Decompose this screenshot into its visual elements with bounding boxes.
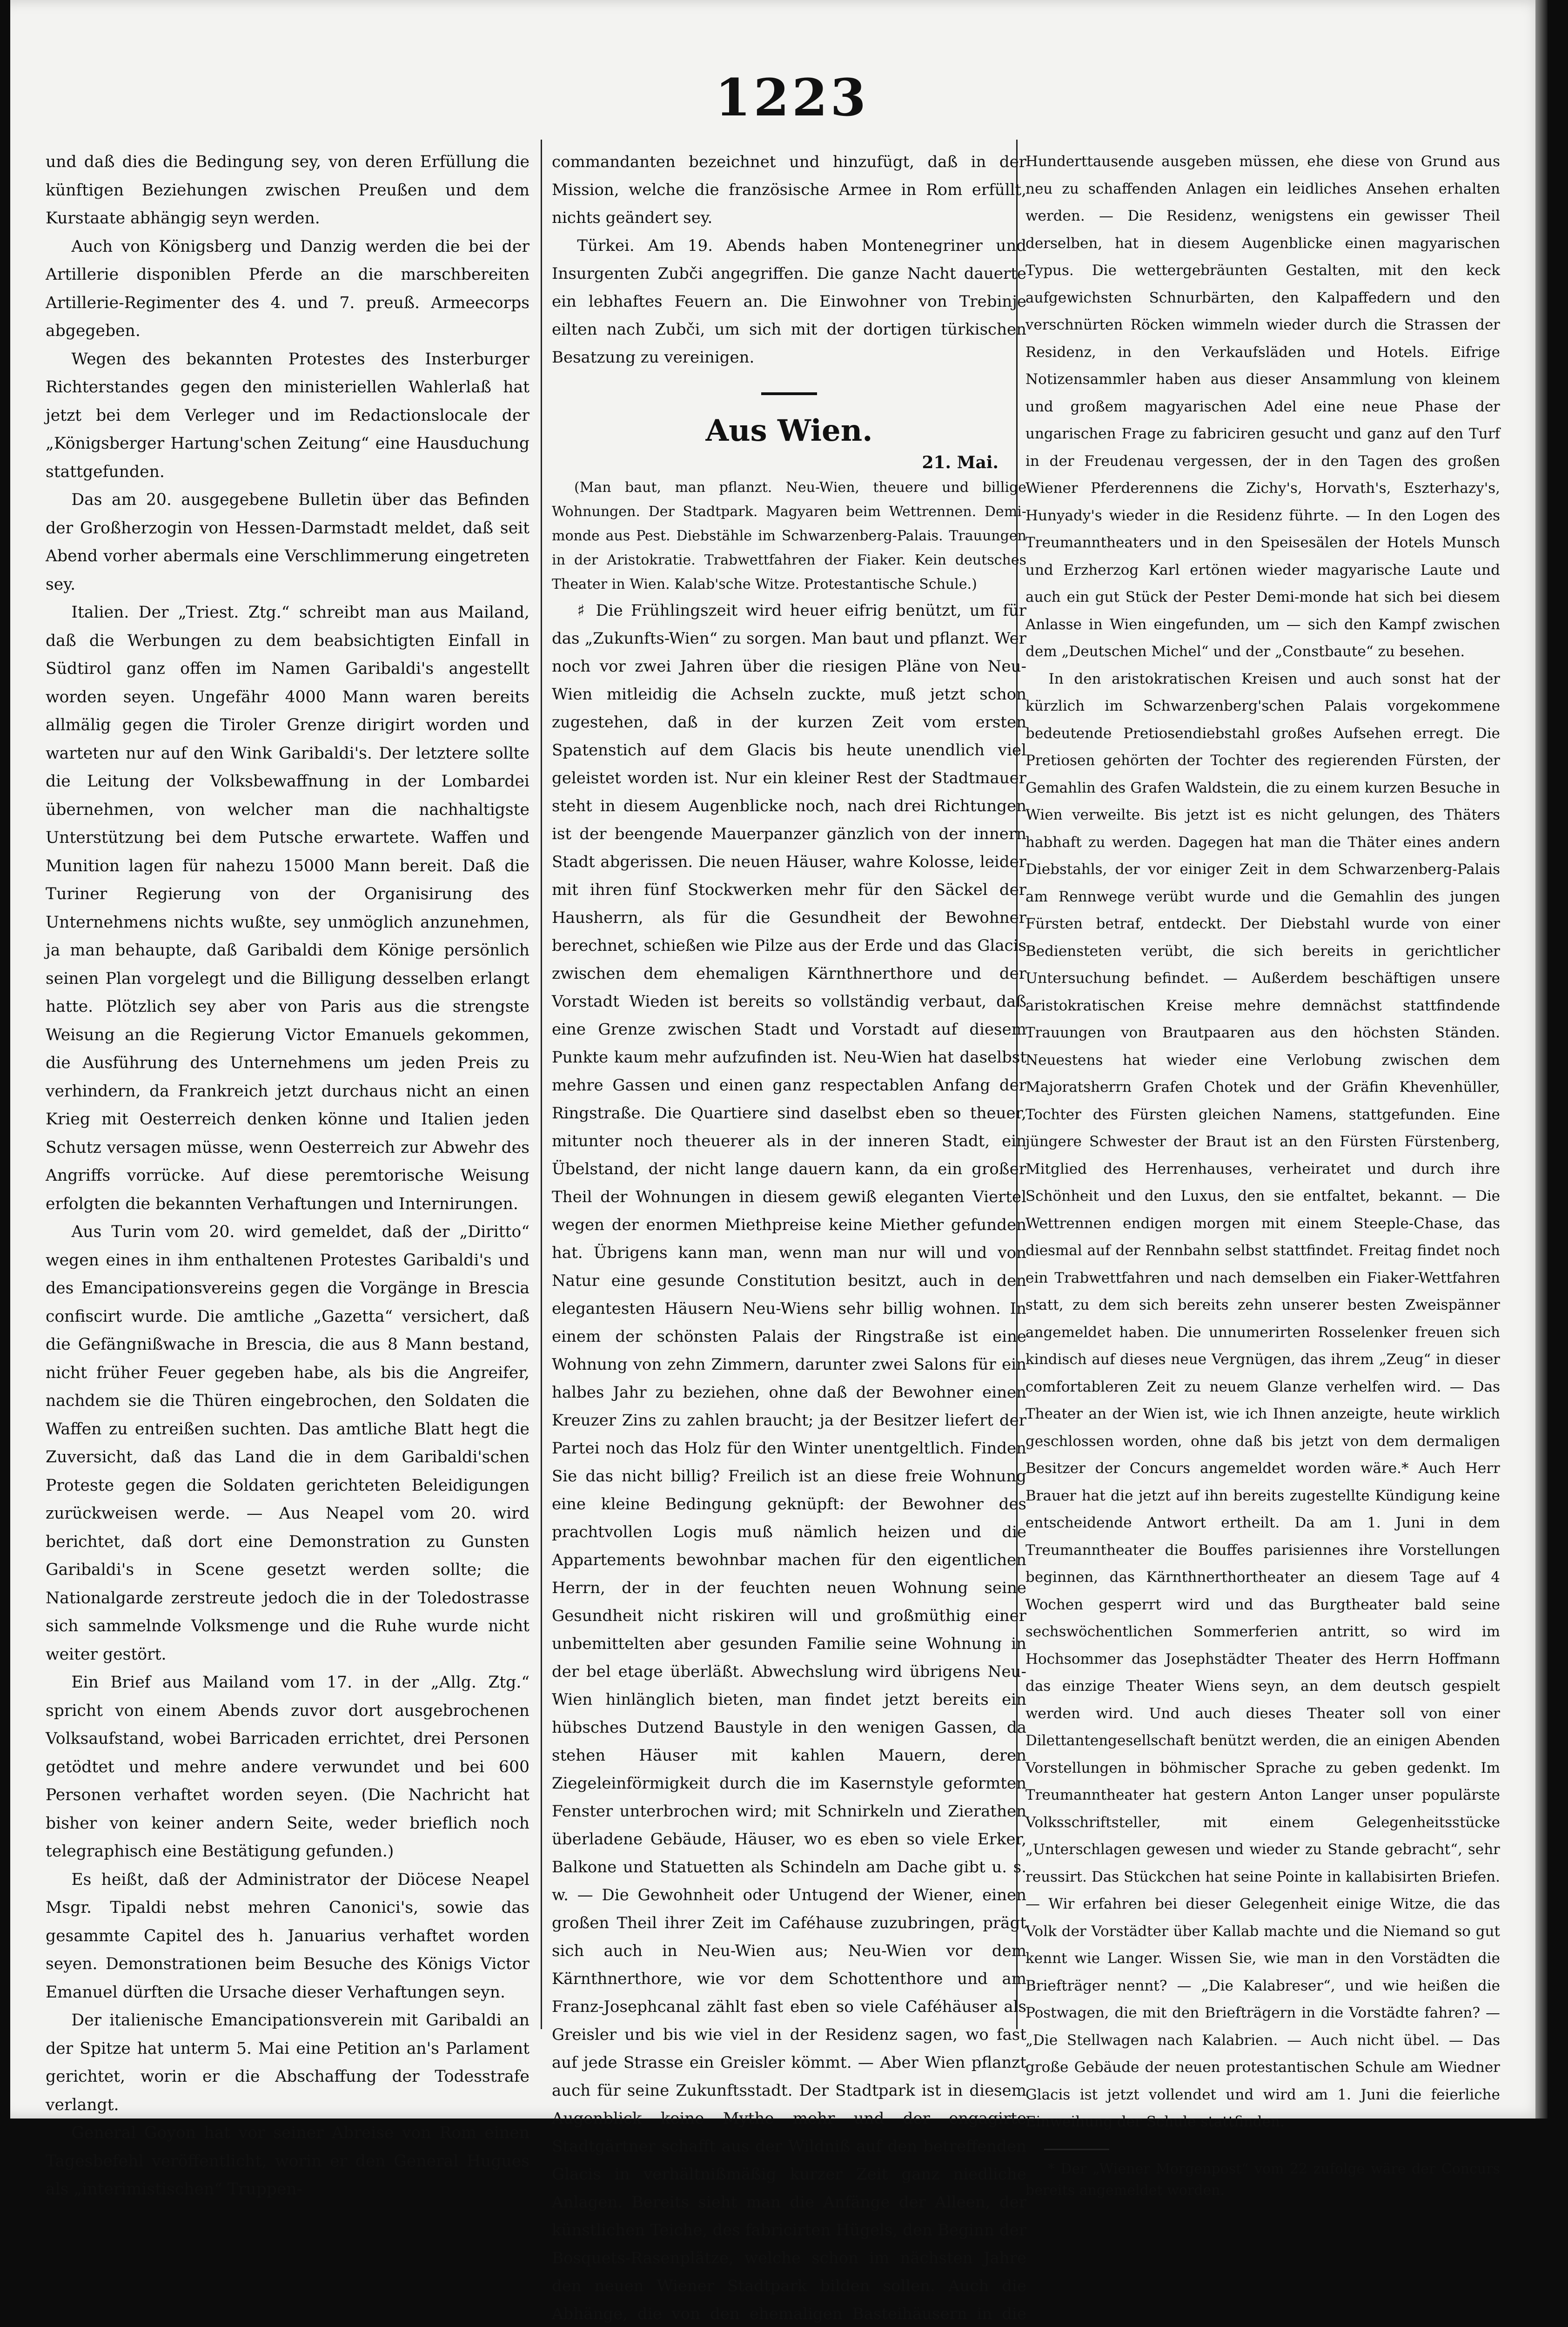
paragraph: In den aristokratischen Kreisen und auch sonst hat der kürzlich im Schwarzenberg'schen Palais vorgekommene bedeutende Pretiosendiebstahl großes Aufsehen erregt. Die Pretiosen gehörten der Tochter des regierenden Fürsten, der Gemahlin des Grafen Waldstein, die zu einem kurzen Besuche in Wien verweilte. Bis jetzt ist es nicht gelungen, des Thäters habhaft zu werden. Dagegen hat man die Thäter eines andern Diebstahls, der vor einiger Zeit in dem Schwarzenberg-Palais am Rennwege verübt wurde und die Gemahlin des jungen Fürsten betraf, entdeckt. Der Diebstahl wurde von einer Bediensteten verübt, die sich bereits in gerichtlicher Untersuchung befindet. — Außerdem beschäftigen unsere aristokratischen Kreise mehre demnächst stattfindende Trauungen von Brautpaaren aus den höchsten Ständen. Neuestens hat wieder eine Verlobung zwischen dem Majoratsherrn Grafen Chotek und der Gräfin Khevenhüller, Tochter des Fürsten gleichen Namens, stattgefunden. Eine jüngere Schwester der Braut ist an den Fürsten Fürstenberg, Mitglied des Herrenhauses, verheiratet und durch ihre Schönheit und den Luxus, den sie entfaltet, bekannt. — Die Wettrennen endigen morgen mit einem Steeple-Chase, das diesmal auf der Rennbahn selbst stattfindet. Freitag findet noch ein Trabwettfahren und nach demselben ein Fiaker-Wettfahren statt, zu dem sich bereits zehn unserer besten Zweispänner angemeldet haben. Die unnumerirten Rosselenker freuen sich kindisch auf dieses neue Vergnügen, das ihrem „Zeug“ in dieser comfortableren Zeit zu neuem Glanze verhelfen wird. — Das Theater an der Wien ist, wie ich Ihnen anzeigte, heute wirklich geschlossen worden, ohne daß bis jetzt von dem dermaligen Besitzer der Concurs angemeldet worden wäre.* Auch Herr Brauer hat die jetzt auf ihn bereits zugestellte Kündigung keine entscheidende Antwort ertheilt. Da am 1. Juni in dem Treumanntheater die Bouffes parisiennes ihre Vorstellungen beginnen, das Kärnthnerthortheater an diesem Tage auf 4 Wochen gesperrt wird und das Burgtheater bald seine sechswöchentlichen Sommerferien antritt, so wird im Hochsommer das Josephstädter Theater des Herrn Hoffmann das einzige Theater Wiens seyn, an dem deutsch gespielt werden wird. Und auch dieses Theater soll von einer Dilettantengesellschaft benützt werden, die an einigen Abenden Vorstellungen in böhmischer Sprache zu geben gedenkt. Im Treumanntheater hat gestern Anton Langer unser populärste Volksschriftsteller, mit einem Gelegenheitsstücke „Unterschlagen gewesen und wieder zu Stande gebracht“, sehr reussirt. Das Stückchen hat seine Pointe in kallabisirten Briefen. — Wir erfahren bei dieser Gelegenheit einige Witze, die das Volk der Vorstädter über Kallab machte und die Niemand so gut kennt wie Langer. Wissen Sie, wie man in den Vorstädten die Briefträger nennt? — „Die Kalabreser“, und wie heißen die Postwagen, die mit den Briefträgern in die Vorstädte fahren? — „Die Stellwagen nach Kalabrien. — Auch nicht übel. — Das große Gebäude der neuen protestantischen Schule am Wiedner Glacis ist jetzt vollendet und wird am 1. Juni die feierliche Einweihung der Schule stattfinden. bbox=[1025, 670, 1500, 2130]
paragraph: Das am 20. ausgegebene Bulletin über das Befinden der Großherzogin von Hessen-Darmstadt meldet, daß seit Abend vorher abermals eine Verschlimmerung eingetreten sey. bbox=[46, 491, 529, 594]
paragraph: Es heißt, daß der Administrator der Diöcese Neapel Msgr. Tipaldi nebst mehren Canonici's, sowie das gesammte Capitel des h. Januarius verhaftet worden seyen. Demonstrationen beim Besuche des Königs Victor Emanuel dürften die Ursache dieser Verhaftungen seyn. bbox=[46, 1870, 529, 2002]
paragraph: Auch von Königsberg und Danzig werden die bei der Artillerie disponiblen Pferde an die marschbereiten Artillerie-Regimenter des 4. und 7. preuß. Armeecorps abgegeben. bbox=[46, 237, 529, 340]
section-summary: (Man baut, man pflanzt. Neu-Wien, theuere und billige Wohnungen. Der Stadtpark. Magyaren beim Wettrennen. Demi-monde aus Pest. Diebstähle im Schwarzenberg-Palais. Trauungen in der Aristokratie. Trabwettfahren der Fiaker. Kein deutsches Theater in Wien. Kalab'sche Witze. Protestantische Schule.) bbox=[552, 479, 1026, 592]
paragraph: und daß dies die Bedingung sey, von deren Erfüllung die künftigen Beziehungen zwischen Preußen und dem Kurstaate abhängig seyn werden. bbox=[46, 153, 529, 228]
column-left bbox=[46, 148, 529, 2199]
section-separator bbox=[552, 379, 1026, 407]
newspaper-page bbox=[10, 0, 1548, 2323]
paragraph: Italien. Der „Triest. Ztg.“ schreibt man aus Mailand, daß die Werbungen zu dem beabsichtigten Einfall in Südtirol ganz offen im Namen Garibaldi's angestellt worden seyen. Ungefähr 4000 Mann waren bereits allmälig gegen die Tiroler Grenze dirigirt worden und warteten nur auf den Wink Garibaldi's. Der letztere sollte die Leitung der Volksbewaffnung in der Lombardei übernehmen, von welcher man die nachhaltigste Unterstützung bei dem Putsche erwartete. Waffen und Munition lagen für nahezu 15000 Mann bereit. Daß die Turiner Regierung von der Organisirung des Unternehmens nichts wußte, sey unmöglich anzunehmen, ja man behaupte, daß Garibaldi dem Könige persönlich seinen Plan vorgelegt und die Billigung desselben erlangt hatte. Plötzlich sey aber von Paris aus die strengste Weisung an die Regierung Victor Emanuels gekommen, die Ausführung des Unternehmens um jeden Preis zu verhindern, da Frankreich jetzt durchaus nicht an einen Krieg mit Oesterreich denken könne und Italien jeden Schutz versagen müsse, wenn Oesterreich zur Abwehr des Angriffs vorrücke. Auf diese peremtorische Weisung erfolgten die bekannten Verhaftungen und Internirungen. bbox=[46, 603, 529, 1213]
paragraph: General Goyon hat vor seiner Abreise von Rom einen Tagesbefehl veröffentlicht, worin er den General Hugues als „interimistischen“ Truppen- bbox=[46, 2124, 529, 2199]
section-title: Aus Wien. bbox=[705, 413, 873, 448]
paragraph: Wegen des bekannten Protestes des Insterburger Richterstandes gegen den ministeriellen Wahlerlaß hat jetzt bei dem Verleger und im Redactionslocale der „Königsberger Hartung'schen Zeitung“ eine Hausduchung stattgefunden. bbox=[46, 350, 529, 481]
footnote-rule bbox=[1044, 2149, 1109, 2150]
paragraph: Hunderttausende ausgeben müssen, ehe diese von Grund aus neu zu schaffenden Anlagen ein leidliches Ansehen erhalten werden. — Die Residenz, wenigstens ein gewisser Theil derselben, hat in diesem Augenblicke einen magyarischen Typus. Die wettergebräunten Gestalten, mit den keck aufgewichsten Schnurbärten, den Kalpaffedern und den verschnürten Röcken wimmeln wieder durch die Strassen der Residenz, in den Verkaufsläden und Hotels. Eifrige Notizensammler haben aus dieser Ansammlung von kleinem und großem magyarischen Adel eine neue Phase der ungarischen Frage zu fabriciren gesucht und ganz auf den Turf in der Freudenau vergessen, der in den Tagen des großen Wiener Pferderennens die Zichy's, Horvath's, Eszterhazy's, Hunyady's wieder in die Residenz führte. — In den Logen des Treumanntheaters und in den Speisesälen der Hotels Munsch und Erzherzog Karl ertönen wieder magyarische Laute und auch ein gut Stück der Pester Demi-monde hat sich bei diesem Anlasse in Wien eingefunden, um — sich den Kampf zwischen dem „Deutschen Michel“ und der „Constbaute“ zu besehen. bbox=[1025, 153, 1500, 660]
paragraph: Ein Brief aus Mailand vom 17. in der „Allg. Ztg.“ spricht von einem Abends zuvor dort ausgebrochenen Volksaufstand, wobei Barricaden errichtet, drei Personen getödtet und mehre andere verwundet und bei 600 Personen verhaftet worden seyen. (Die Nachricht hat bisher von keiner andern Seite, weder brieflich noch telegraphisch eine Bestätigung gefunden.) bbox=[46, 1673, 529, 1861]
column-rule-left bbox=[541, 140, 542, 2029]
page-number: 1223 bbox=[715, 67, 869, 128]
paragraph: Türkei. Am 19. Abends haben Montenegriner und Insurgenten Zubči angegriffen. Die ganze Nacht dauerte ein lebhaftes Feuern an. Die Einwohner von Trebinje eilten nach Zubči, um sich mit der dortigen türkischen Besatzung zu vereinigen. bbox=[552, 236, 1026, 367]
paragraph: Der italienische Emancipationsverein mit Garibaldi an der Spitze hat unterm 5. Mai eine Petition an's Parlament gerichtet, worin er die Abschaffung der Todesstrafe verlangt. bbox=[46, 2011, 529, 2114]
paragraph: ♯ Die Frühlingszeit wird heuer eifrig benützt, um für das „Zukunfts-Wien“ zu sorgen. Man baut und pflanzt. Wer noch vor zwei Jahren über die riesigen Pläne von Neu-Wien mitleidig die Achseln zuckte, muß jetzt schon zugestehen, daß in der kurzen Zeit vom ersten Spatenstich auf dem Glacis bis heute unendlich viel geleistet worden ist. Nur ein kleiner Rest der Stadtmauer steht in diesem Augenblicke noch, nach drei Richtungen ist der beengende Mauerpanzer gänzlich von der innern Stadt abgerissen. Die neuen Häuser, wahre Kolosse, leider mit ihren fünf Stockwerken mehr für den Säckel der Hausherrn, als für die Gesundheit der Bewohner berechnet, schießen wie Pilze aus der Erde und das Glacis zwischen dem ehemaligen Kärnthnerthore und der Vorstadt Wieden ist bereits so vollständig verbaut, daß eine Grenze zwischen Stadt und Vorstadt auf diesem Punkte kaum mehr aufzufinden ist. Neu-Wien hat daselbst mehre Gassen und einen ganz respectablen Anfang der Ringstraße. Die Quartiere sind daselbst eben so theuer, mitunter noch theuerer als in der inneren Stadt, ein Übelstand, der nicht lange dauern kann, da ein großer Theil der Wohnungen in diesem gewiß eleganten Viertel wegen der enormen Miethpreise keine Miether gefunden hat. Übrigens kann man, wenn man nur will und von Natur eine gesunde Constitution besitzt, auch in den elegantesten Häusern Neu-Wiens sehr billig wohnen. In einem der schönsten Palais der Ringstraße ist eine Wohnung von zehn Zimmern, darunter zwei Salons für ein halbes Jahr zu beziehen, ohne daß der Bewohner einen Kreuzer Zins zu zahlen braucht; ja der Besitzer liefert der Partei noch das Holz für den Winter unentgeltlich. Finden Sie das nicht billig? Freilich ist an diese freie Wohnung eine kleine Bedingung geknüpft: der Bewohner des prachtvollen Logis muß nämlich heizen und die Appartements bewohnbar machen für den eigentlichen Herrn, der in der feuchten neuen Wohnung seine Gesundheit nicht riskiren will und großmüthig einer unbemittelten aber gesunden Familie seine Wohnung in der bel etage überläßt. Abwechslung wird übrigens Neu-Wien hinlänglich bieten, man findet jetzt bereits ein hübsches Dutzend Baustyle in den wenigen Gassen, da stehen Häuser mit kahlen Mauern, deren Ziegeleinförmigkeit durch die im Kasernstyle geformten Fenster unterbrochen wird; mit Schnirkeln und Zierathen überladene Gebäude, Häuser, wo es eben so viele Erker, Balkone und Statuetten als Schindeln am Dache gibt u. s. w. — Die Gewohnheit oder Untugend der Wiener, einen großen Theil ihrer Zeit im Caféhause zuzubringen, prägt sich auch in Neu-Wien aus; Neu-Wien vor dem Kärnthnerthore, wie vor dem Schottenthore und am Franz-Josephcanal zählt fast eben so viele Caféhäuser als Greisler und bis wie viel in der Residenz sagen, wo fast auf jede Strasse ein Greisler kömmt. — Aber Wien pflanzt auch für seine Zukunftsstadt. Der Stadtpark ist in diesem Augenblick keine Mythe mehr und der engagirte Stadtgärtner schafft aus der Wildniß auf den betreffenden Glacis in verhältnißmäßig kurzer Zeit ganz niedliche Anlagen. Bereits sieht man die Anfänge der Alleen, der künstlichen Teiche, des fabricirten Hügels, den Beginn der Bosquets-Rasenplätze, welche schon im nächsten Jahre den neuen Wiener Stadtpark bilden sollen. Auch die Abhänge, die von den ehemaligen Basteihäusern in die bbox=[552, 601, 1026, 2323]
column-middle bbox=[552, 148, 1026, 2323]
paragraph: commandanten bezeichnet und hinzufügt, daß in der Mission, welche die französische Armee in Rom erfüllt, nichts geändert sey. bbox=[552, 153, 1026, 227]
paragraph: Aus Turin vom 20. wird gemeldet, daß der „Diritto“ wegen eines in ihm enthaltenen Protestes Garibaldi's und des Emancipationsvereins gegen die Vorgänge in Brescia confiscirt wurde. Die amtliche „Gazetta“ versichert, daß die Gefängnißwache in Brescia, die aus 8 Mann bestand, nicht früher Feuer gegeben habe, als bis die Angreifer, nachdem sie die Thüren eingebrochen, den Soldaten die Waffen zu entreißen suchten. Das amtliche Blatt hegt die Zuversicht, daß das Land die in dem Garibaldi'schen Proteste gegen die Soldaten gerichteten Beleidigungen zurückweisen werde. — Aus Neapel vom 20. wird berichtet, daß dort eine Demonstration zu Gunsten Garibaldi's in Scene gesetzt werden sollte; die Nationalgarde zerstreute jedoch die in der Toledostrasse sich sammelnde Volksmenge und die Ruhe wurde nicht weiter gestört. bbox=[46, 1223, 529, 1664]
dateline: 21. Mai. bbox=[922, 453, 998, 472]
column-right bbox=[1025, 148, 1500, 2199]
page-edge-shadow bbox=[1535, 0, 1548, 2119]
footnote: * Der „Wiener Morgenpost“ vom 22 zufolge wäre der Concurs bereits angemeldet worden. bbox=[1025, 2160, 1500, 2199]
